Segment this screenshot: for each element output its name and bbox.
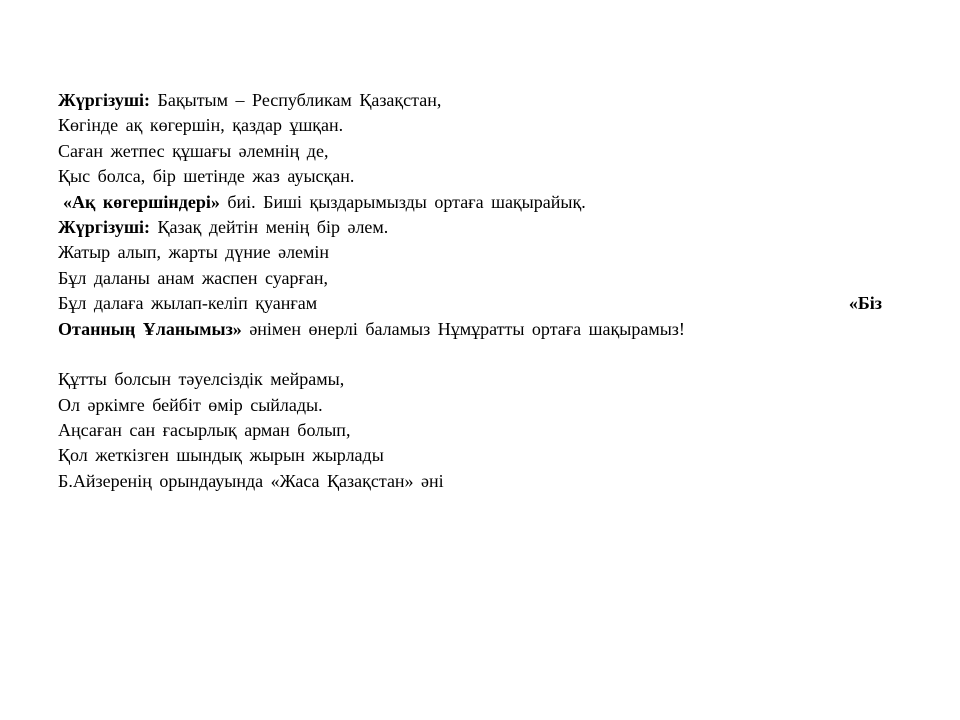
line-10 xyxy=(58,317,882,342)
speaker-label: Жүргізуші: xyxy=(58,216,151,237)
line-5-text: биі. Биші қыздарымызды ортаға шақырайық. xyxy=(227,191,586,212)
line-15: Б.Айзеренің орындауында «Жаса Қазақстан» әні xyxy=(58,470,444,491)
line-6 xyxy=(58,215,882,240)
line-6-text: Қазақ дейтін менің бір әлем. xyxy=(157,216,389,237)
line-9-text: Бұл далаға жылап-келіп қуанғам xyxy=(58,293,318,314)
line-4: Қыс болса, бір шетінде жаз ауысқан. xyxy=(58,166,355,187)
line-14: Қол жеткізген шындық жырын жырлады xyxy=(58,445,384,466)
paragraph-gap xyxy=(58,342,882,367)
song-title-start: «Біз xyxy=(848,293,882,314)
line-5 xyxy=(58,190,882,215)
line-9 xyxy=(58,291,882,316)
line-1-text: Бақытым – Республикам Қазақстан, xyxy=(157,90,442,110)
speaker-label: Жүргізуші: xyxy=(58,90,151,110)
line-2: Көгінде ақ көгершін, қаздар ұшқан. xyxy=(58,115,344,136)
script-text xyxy=(58,88,882,494)
line-1 xyxy=(58,88,882,113)
line-11: Құтты болсын тәуелсіздік мейрамы, xyxy=(58,369,345,390)
line-3: Саған жетпес құшағы әлемнің де, xyxy=(58,140,329,161)
line-12: Ол әркімге бейбіт өмір сыйлады. xyxy=(58,394,323,415)
line-13: Аңсаған сан ғасырлық арман болып, xyxy=(58,420,351,441)
line-10-text: әнімен өнерлі баламыз Нұмұратты ортаға шақырамыз! xyxy=(249,318,685,339)
dance-title: «Ақ көгершіндері» xyxy=(63,191,220,212)
song-title-end: Отанның Ұланымыз» xyxy=(58,318,242,339)
line-8: Бұл даланы анам жаспен суарған, xyxy=(58,267,329,288)
line-7: Жатыр алып, жарты дүние әлемін xyxy=(58,242,330,263)
